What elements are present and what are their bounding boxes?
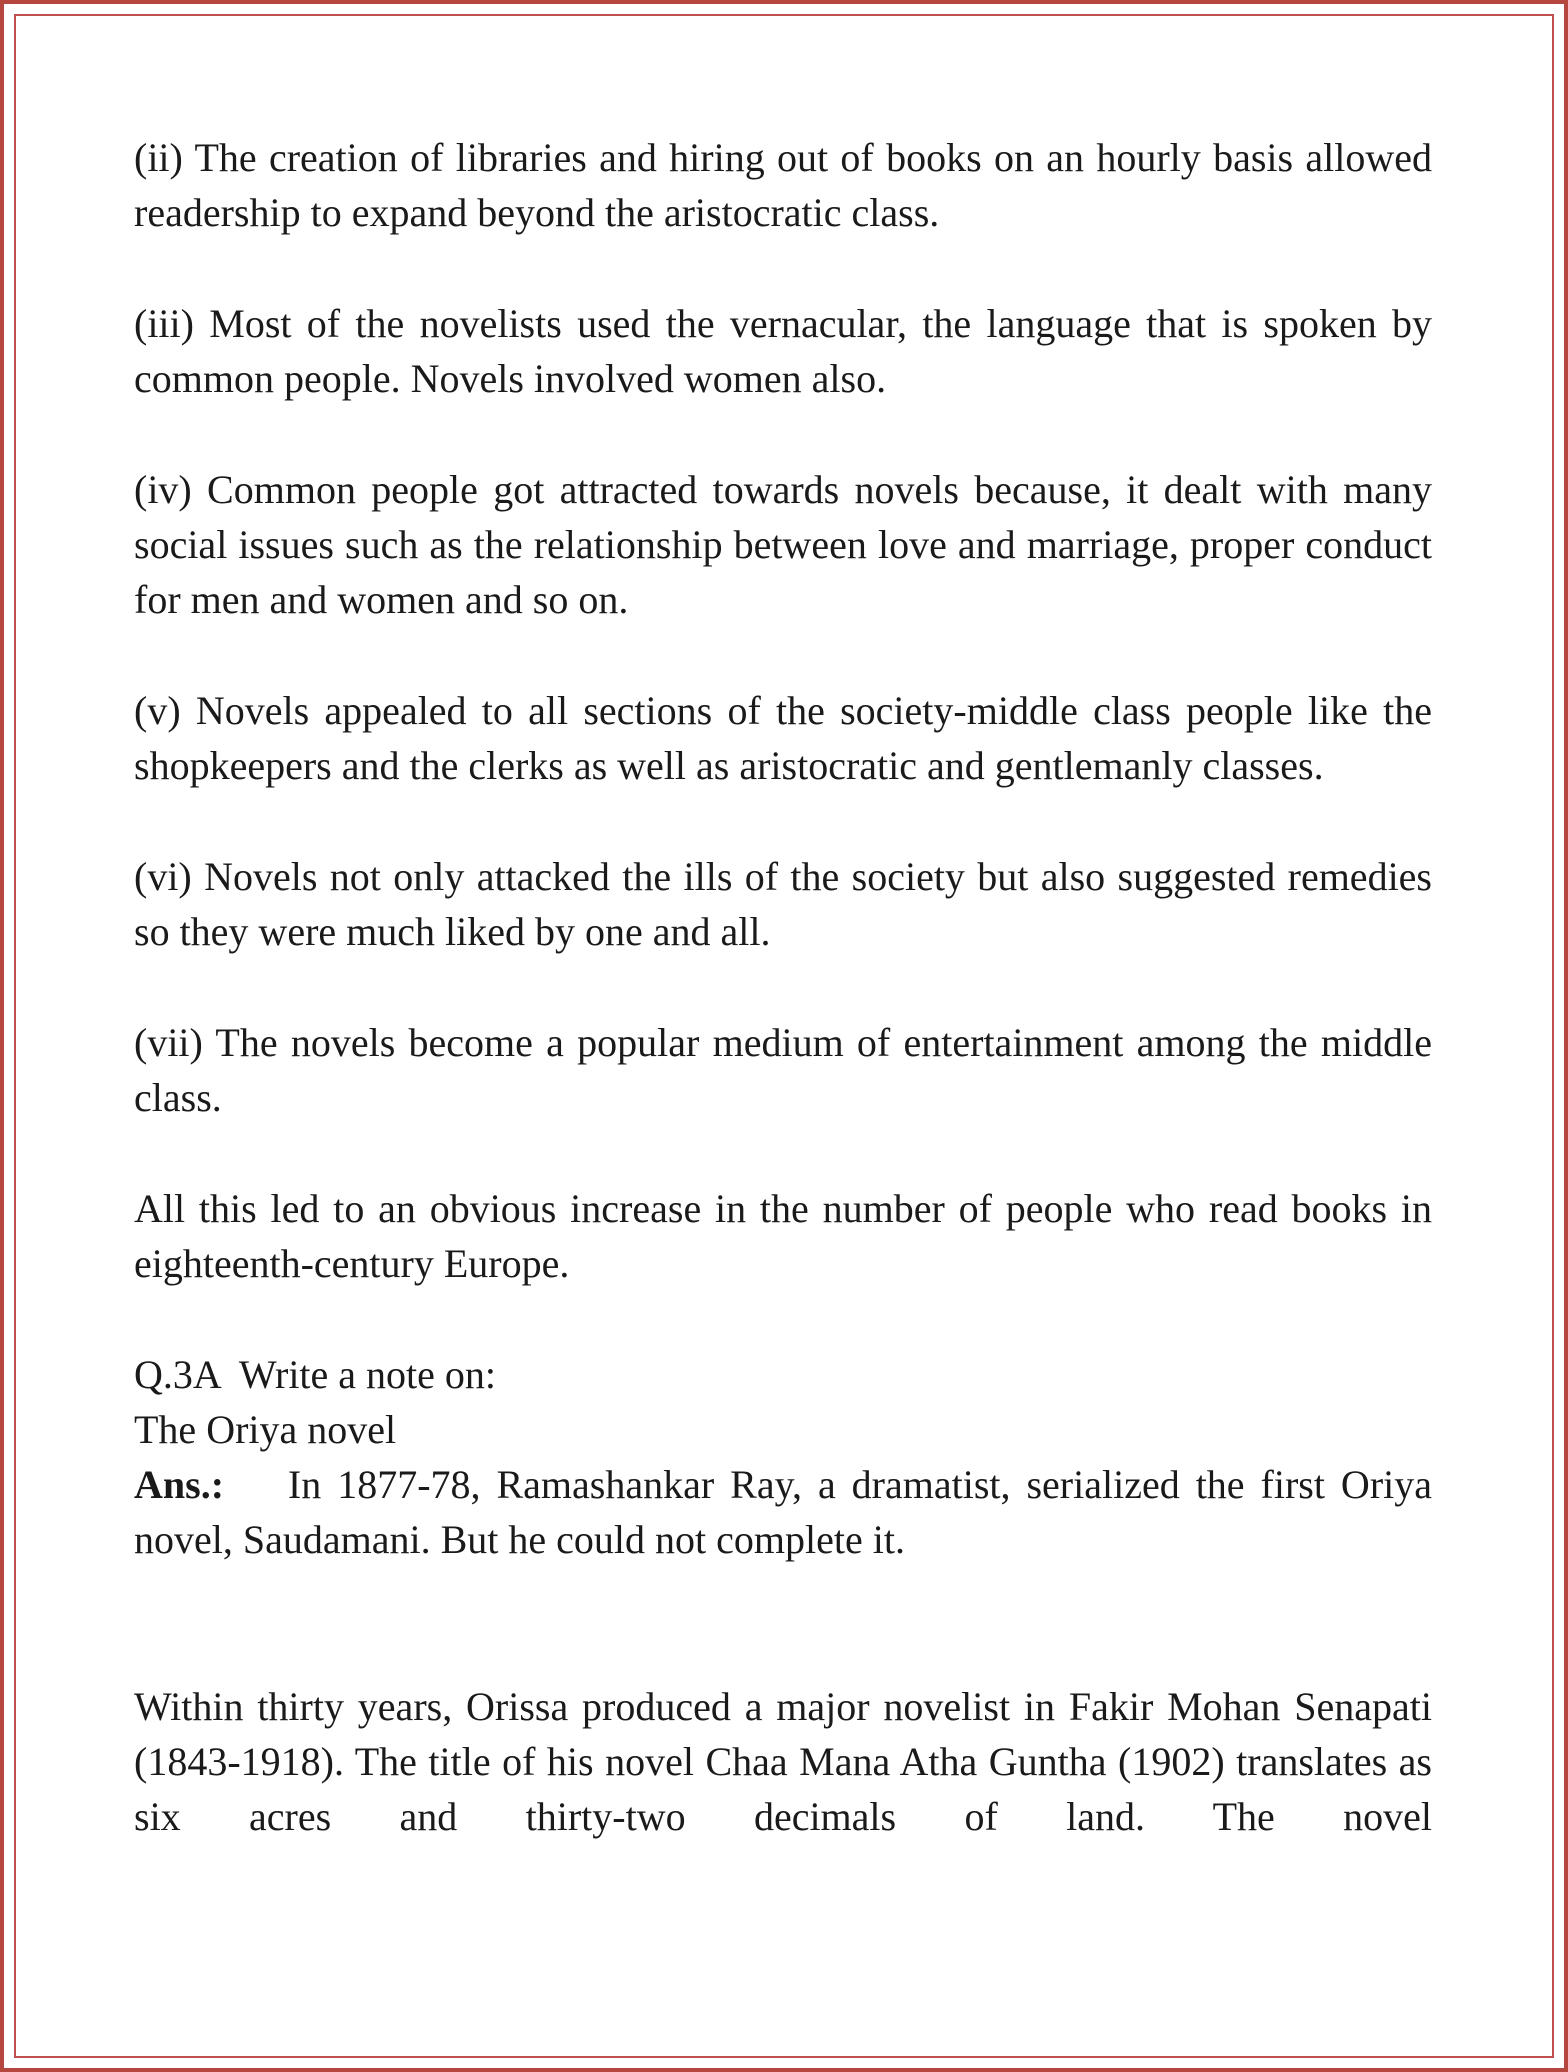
question-heading bbox=[134, 1347, 1432, 1402]
paragraph-vi: (vi) Novels not only attacked the ills of the society but also suggested remedies so they were much liked by one and all. bbox=[134, 854, 1432, 954]
paragraph-summary: All this led to an obvious increase in the number of people who read books in eighteenth-century Europe. bbox=[134, 1186, 1432, 1286]
paragraph-ii: (ii) The creation of libraries and hiring out of books on an hourly basis allowed readership to expand beyond the aristocratic class. bbox=[134, 135, 1432, 235]
paragraph-vii: (vii) The novels become a popular medium of entertainment among the middle class. bbox=[134, 1020, 1432, 1120]
paragraph-fakir-mohan: Within thirty years, Orissa produced a major novelist in Fakir Mohan Senapati (1843-1918). The title of his novel Chaa Mana Atha Guntha (1902) translates as six acres and thirty-two decimals of land. The novel bbox=[134, 1684, 1432, 1839]
answer-paragraph bbox=[134, 1457, 1432, 1567]
paragraph-v: (v) Novels appealed to all sections of the society-middle class people like the shopkeepers and the clerks as well as aristocratic and gentlemanly classes. bbox=[134, 688, 1432, 788]
answer-label: Ans.: bbox=[134, 1462, 225, 1507]
question-prompt: Q.3A Write a note on: bbox=[134, 1352, 497, 1397]
question-topic: The Oriya novel bbox=[134, 1407, 397, 1452]
answer-text: In 1877-78, Ramashankar Ray, a dramatist, serialized the first Oriya novel, Saudamani. But he could not complete it. bbox=[134, 1462, 1433, 1562]
paragraph-iii: (iii) Most of the novelists used the vernacular, the language that is spoken by common people. Novels involved women also. bbox=[134, 301, 1432, 401]
document-body bbox=[134, 130, 1432, 1844]
paragraph-iv: (iv) Common people got attracted towards novels because, it dealt with many social issues such as the relationship between love and marriage, proper conduct for men and women and so on. bbox=[134, 467, 1432, 622]
